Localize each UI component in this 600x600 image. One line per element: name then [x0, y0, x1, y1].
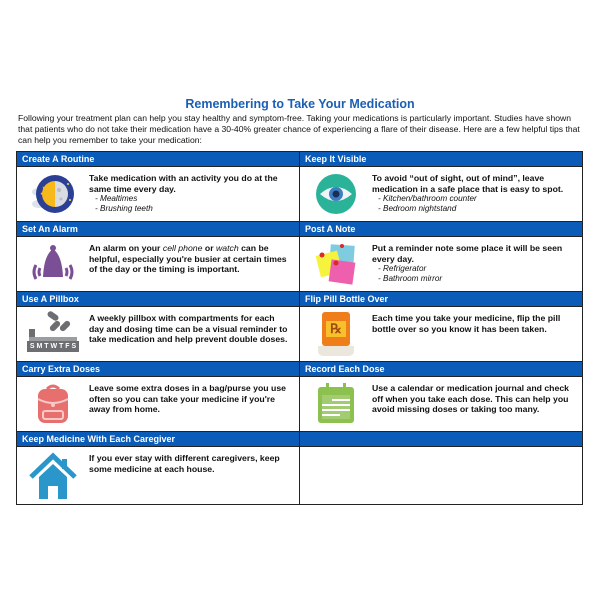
tip-text-routine: Take medication with an activity you do at the same time every day.: [89, 173, 278, 194]
tip-text-note: Put a reminder note some place it will be seen every day.: [372, 243, 563, 264]
house-icon: [17, 447, 89, 504]
tip-item: - Bathroom mirror: [378, 274, 443, 284]
tip-heading-empty: [300, 432, 583, 447]
sticky-note-icon: [300, 237, 372, 291]
tips-table: [16, 151, 583, 505]
tip-item: - Bedroom nightstand: [378, 204, 457, 214]
tip-heading-flip: Flip Pill Bottle Over: [300, 292, 583, 307]
bell-icon: [17, 237, 89, 291]
eye-icon: [300, 167, 372, 221]
tip-heading-routine: Create A Routine: [17, 152, 300, 167]
tip-heading-caregiver: Keep Medicine With Each Caregiver: [17, 432, 300, 447]
tip-item: - Mealtimes: [95, 194, 138, 204]
tip-heading-extra: Carry Extra Doses: [17, 362, 300, 377]
tip-text-record: Use a calendar or medication journal and check off when you take each dose. This can help you avoid missing doses or taking too many.: [372, 383, 569, 415]
pillbox-days: S M T W T F S: [27, 341, 79, 352]
rx-label: ℞: [326, 321, 346, 337]
tip-item: - Refrigerator: [378, 264, 427, 274]
tip-text-pillbox: A weekly pillbox with compartments for each day and dosing time can be a visual reminder to take medication and help prevent double doses.: [89, 313, 288, 345]
tip-text-extra: Leave some extra doses in a bag/purse you use often so you can take your medicine if you're away from home.: [89, 383, 286, 415]
pill-bottle-icon: [300, 307, 372, 361]
intro-paragraph: Following your treatment plan can help you stay healthy and symptom-free. Taking your medications is particularly important. Studies have shown that patients who do not take their medication have a 30-40% greater chance of experiencing a flare of their disease. Here are a few helpful tips that can help you remember to take your medication:: [18, 113, 580, 145]
backpack-icon: [17, 377, 89, 431]
page-title: Remembering to Take Your Medication: [185, 97, 415, 111]
tip-heading-visible: Keep It Visible: [300, 152, 583, 167]
tip-heading-pillbox: Use A Pillbox: [17, 292, 300, 307]
tip-text-alarm: An alarm on your cell phone or watch can be helpful, especially you're busier at certain times of the day or the timing is important.: [89, 243, 287, 275]
tip-item: - Brushing teeth: [95, 204, 153, 214]
tip-text-visible: To avoid “out of sight, out of mind”, leave medication in a safe place that is easy to spot.: [372, 173, 564, 194]
tip-text-flip: Each time you take your medicine, flip the pill bottle over so you know it has been taken.: [372, 313, 561, 334]
tip-text-caregiver: If you ever stay with different caregivers, keep some medicine at each house.: [89, 453, 280, 474]
tip-heading-alarm: Set An Alarm: [17, 222, 300, 237]
pillbox-icon: [17, 307, 89, 361]
tip-heading-note: Post A Note: [300, 222, 583, 237]
tip-item: - Kitchen/bathroom counter: [378, 194, 477, 204]
empty-cell: [300, 447, 583, 505]
tip-heading-record: Record Each Dose: [300, 362, 583, 377]
sun-moon-icon: [17, 167, 89, 221]
calendar-icon: [300, 377, 372, 431]
